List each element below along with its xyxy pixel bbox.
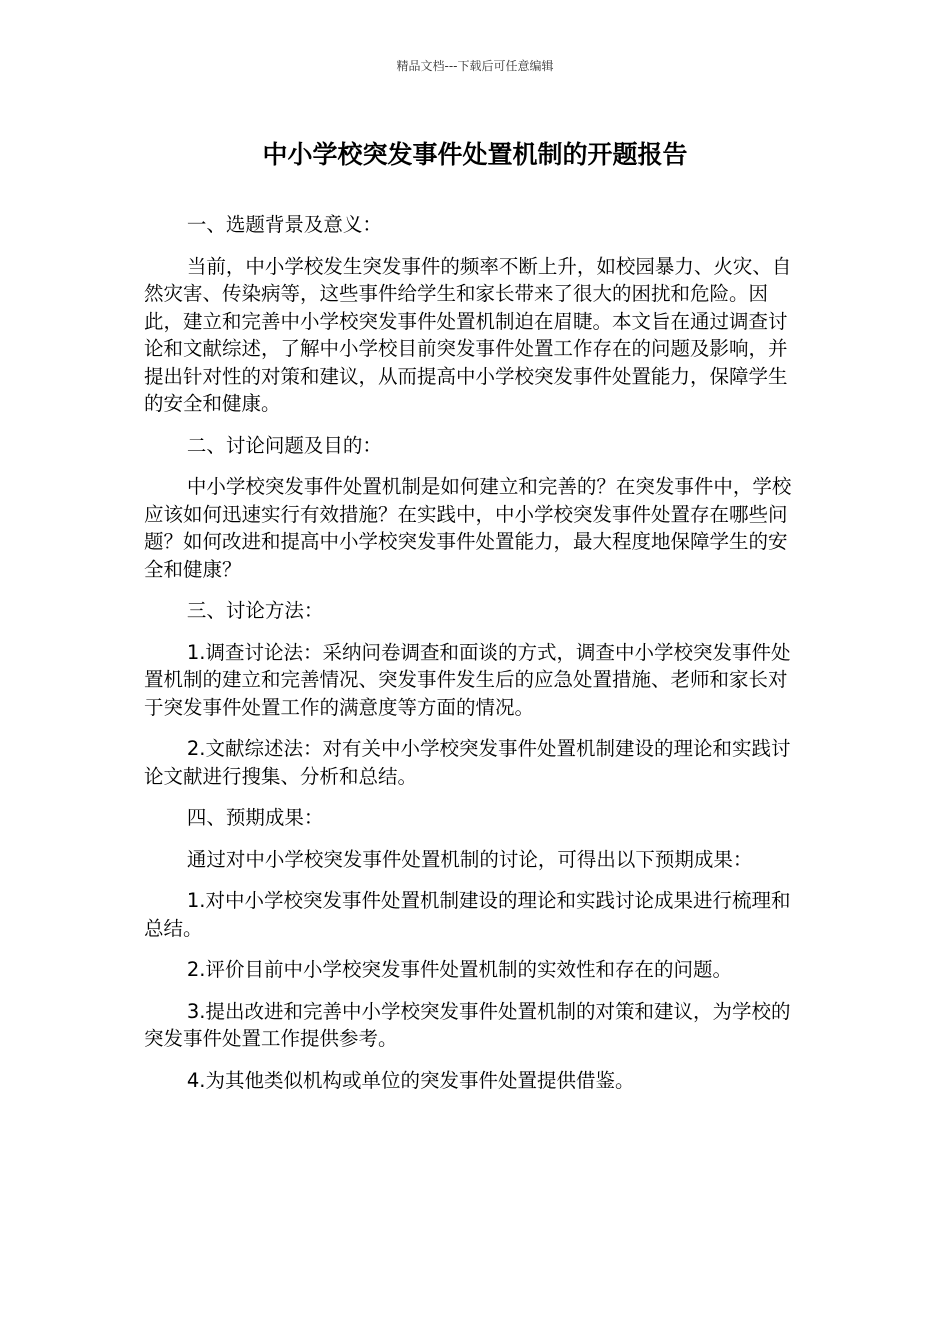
paragraph-method-literature: 2.文献综述法：对有关中小学校突发事件处置机制建设的理论和实践讨论文献进行搜集、分析和总结。 xyxy=(144,737,791,788)
document-title: 中小学校突发事件处置机制的开题报告 xyxy=(262,140,688,169)
header-note: 精品文档---下载后可任意编辑 xyxy=(396,59,554,73)
document-body xyxy=(144,211,794,1108)
paragraph-method-survey: 1.调查讨论法：采纳问卷调查和面谈的方式，调查中小学校突发事件处置机制的建立和完善情况、突发事件发生后的应急处置措施、老师和家长对于突发事件处置工作的满意度等方面的情况。 xyxy=(144,640,791,719)
section-heading-questions: 二、讨论问题及目的： xyxy=(186,433,382,457)
paragraph-outcome-2: 2.评价目前中小学校突发事件处置机制的实效性和存在的问题。 xyxy=(186,958,732,981)
section-heading-background: 一、选题背景及意义： xyxy=(186,213,382,236)
paragraph-questions: 中小学校突发事件处置机制是如何建立和完善的？在突发事件中，学校应该如何迅速实行有效措施？在实践中，中小学校突发事件处置存在哪些问题？如何改进和提高中小学校突发事件处置能力，最大程度地保障学生的安全和健康？ xyxy=(144,475,792,581)
paragraph-outcome-1: 1.对中小学校突发事件处置机制建设的理论和实践讨论成果进行梳理和总结。 xyxy=(144,889,791,940)
section-heading-methods: 三、讨论方法： xyxy=(186,599,324,622)
paragraph-background: 当前，中小学校发生突发事件的频率不断上升，如校园暴力、火灾、自然灾害、传染病等，这些事件给学生和家长带来了很大的困扰和危险。因此，建立和完善中小学校突发事件处置机制迫在眉睫。本文旨在通过调查讨论和文献综述，了解中小学校目前突发事件处置工作存在的问题及影响，并提出针对性的对策和建议，从而提高中小学校突发事件处置能力，保障学生的安全和健康。 xyxy=(144,254,792,415)
paragraph-outcomes-intro: 通过对中小学校突发事件处置机制的讨论，可得出以下预期成果： xyxy=(186,847,753,871)
paragraph-outcome-3: 3.提出改进和完善中小学校突发事件处置机制的对策和建议，为学校的突发事件处置工作提供参考。 xyxy=(144,999,791,1050)
paragraph-outcome-4: 4.为其他类似机构或单位的突发事件处置提供借鉴。 xyxy=(186,1068,635,1092)
section-heading-outcomes: 四、预期成果： xyxy=(186,806,324,829)
